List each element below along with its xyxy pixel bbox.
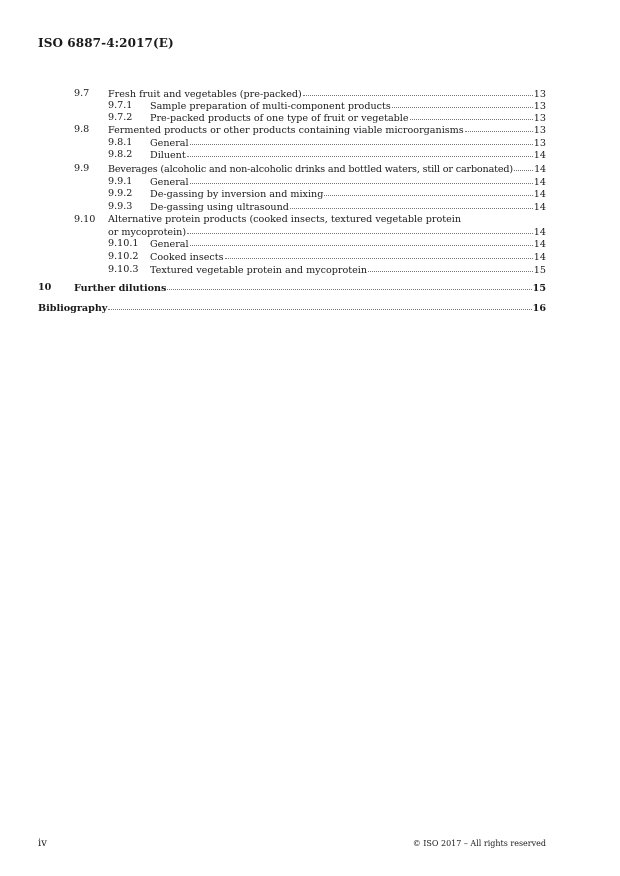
toc-entry-9-9-3[interactable]	[0, 201, 620, 213]
toc-entry-page: 14	[533, 150, 546, 161]
toc-entry-9-8-2[interactable]	[0, 149, 620, 161]
toc-entry-title: Cooked insects	[150, 252, 224, 263]
dot-leader	[368, 263, 533, 272]
dot-leader	[514, 162, 533, 171]
toc-entry-title: Diluent	[150, 150, 186, 161]
toc-entry-number: 9.10	[74, 214, 96, 225]
toc-entry-title: General	[150, 177, 189, 188]
toc-entry-leader	[150, 264, 546, 277]
dot-leader	[187, 225, 533, 234]
toc-entry-title: Fresh fruit and vegetables (pre-packed)	[108, 89, 302, 100]
toc-entry-page: 14	[533, 202, 546, 213]
toc-entry-9-9-2[interactable]	[0, 188, 620, 200]
toc-entry-9-10-2[interactable]	[0, 251, 620, 263]
toc-entry-page: 14	[533, 239, 546, 250]
toc-entry-number: 9.10.2	[108, 251, 139, 262]
toc-entry-10[interactable]	[0, 282, 620, 294]
toc-entry-page: 13	[533, 125, 546, 136]
dot-leader	[190, 237, 533, 246]
dot-leader	[167, 281, 531, 290]
toc-entry-title: De-gassing by inversion and mixing	[150, 189, 324, 200]
toc-entry-title: Bibliography	[38, 303, 108, 314]
toc-entry-9-10-3[interactable]	[0, 264, 620, 276]
dot-leader	[410, 111, 533, 120]
dot-leader	[108, 301, 531, 310]
toc-entry-page: 14	[533, 189, 546, 200]
dot-leader	[392, 99, 533, 108]
toc-entry-bibliography[interactable]	[0, 302, 620, 314]
toc-entry-page: 13	[533, 138, 546, 149]
toc-entry-title: De-gassing using ultrasound	[150, 202, 289, 213]
dot-leader	[324, 187, 532, 196]
toc-entry-title: General	[150, 138, 189, 149]
toc-entry-title-line1: Alternative protein products (cooked insects, textured vegetable protein	[108, 214, 462, 225]
toc-entry-page: 14	[533, 227, 546, 238]
dot-leader	[303, 87, 533, 96]
toc-entry-number: 9.9	[74, 163, 90, 174]
toc-entry-number: 9.8.2	[108, 149, 133, 160]
toc-entry-page: 13	[533, 113, 546, 124]
toc-entry-9-10-1[interactable]	[0, 238, 620, 250]
toc-entry-page: 16	[532, 303, 546, 314]
toc-entry-title: General	[150, 239, 189, 250]
toc-entry-number: 10	[38, 282, 52, 293]
toc-entry-page: 15	[533, 265, 546, 276]
dot-leader	[190, 175, 533, 184]
toc-entry-number: 9.10.1	[108, 238, 139, 249]
toc-entry-number: 9.9.2	[108, 188, 133, 199]
toc-entry-page: 13	[533, 89, 546, 100]
toc-entry-title: Further dilutions	[74, 283, 167, 294]
toc-entry-number: 9.9.1	[108, 176, 133, 187]
document-id-header: ISO 6887-4:2017(E)	[38, 36, 174, 50]
toc-entry-title: Sample preparation of multi-component products	[150, 101, 391, 112]
toc-entry-title: Beverages (alcoholic and non-alcoholic drinks and bottled waters, still or carbonated)	[108, 164, 513, 175]
toc-entry-number: 9.8.1	[108, 137, 133, 148]
toc-entry-title: or mycoprotein)	[108, 227, 187, 238]
toc-entry-title: Textured vegetable protein and mycoprotein	[150, 265, 368, 276]
toc-entry-number: 9.7	[74, 88, 90, 99]
toc-entry-leader	[150, 149, 546, 162]
toc-entry-leader	[74, 282, 546, 295]
toc-entry-title: Pre-packed products of one type of fruit or vegetable	[150, 113, 409, 124]
copyright-notice: © ISO 2017 – All rights reserved	[412, 839, 546, 848]
toc-entry-9-9[interactable]	[0, 163, 620, 175]
toc-entry-page: 14	[533, 252, 546, 263]
toc-entry-leader	[150, 201, 546, 214]
dot-leader	[465, 123, 533, 132]
toc-entry-page: 14	[533, 177, 546, 188]
toc-entry-leader	[38, 302, 546, 315]
toc-entry-number: 9.7.1	[108, 100, 133, 111]
toc-entry-number: 9.10.3	[108, 264, 139, 275]
dot-leader	[225, 250, 533, 259]
dot-leader	[187, 148, 533, 157]
toc-entry-number: 9.7.2	[108, 112, 133, 123]
toc-entry-9-8[interactable]	[0, 124, 620, 136]
toc-entry-number: 9.8	[74, 124, 90, 135]
toc-entry-title: Fermented products or other products containing viable microorganisms	[108, 125, 464, 136]
toc-entry-page: 15	[532, 283, 546, 294]
dot-leader	[290, 200, 533, 209]
dot-leader	[190, 136, 533, 145]
toc-entry-page: 14	[534, 164, 546, 175]
page-number: iv	[38, 838, 47, 849]
toc-entry-page: 13	[533, 101, 546, 112]
toc-entry-number: 9.9.3	[108, 201, 133, 212]
